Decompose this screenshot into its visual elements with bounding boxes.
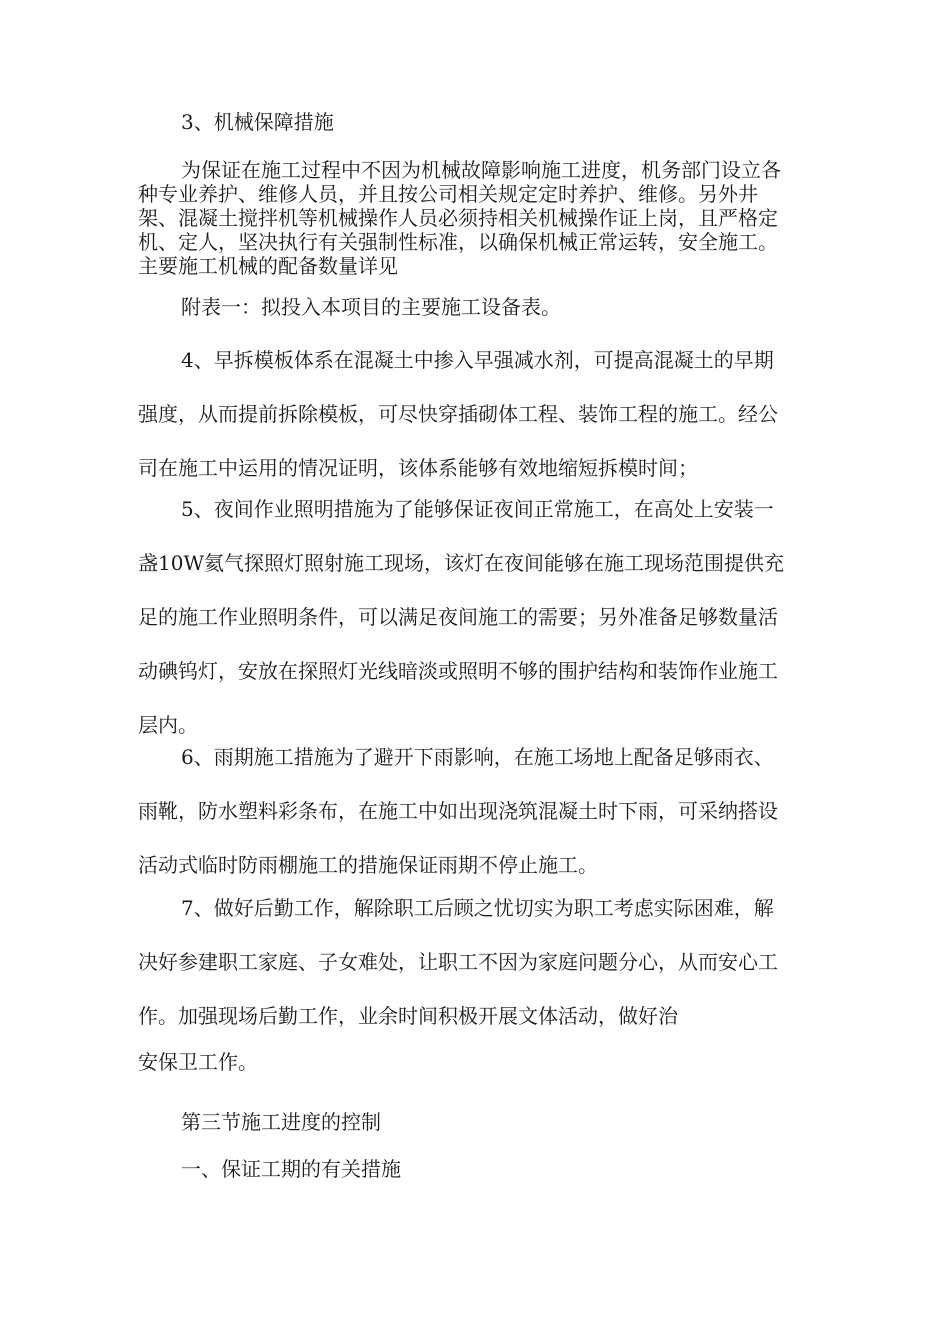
paragraph-rainy-season bbox=[138, 730, 828, 892]
text-line: 层内。 bbox=[138, 713, 198, 737]
text-line: 决好参建职工家庭、子女难处，让职工不因为家庭问题分心，从而安心工 bbox=[138, 950, 778, 974]
paragraph-logistics-tail bbox=[138, 1048, 828, 1076]
subsection-title: 一、保证工期的有关措施 bbox=[181, 1157, 401, 1181]
paragraph-early-formwork bbox=[138, 333, 828, 495]
section-title: 第三节施工进度的控制 bbox=[181, 1110, 381, 1134]
section-heading bbox=[138, 1108, 828, 1136]
text-line: 安保卫工作。 bbox=[138, 1050, 258, 1074]
text-line: 盏10W氦气探照灯照射施工现场，该灯在夜间能够在施工现场范围提供充 bbox=[138, 551, 785, 575]
text-line: 7、做好后勤工作，解除职工后顾之忧切实为职工考虑实际困难，解 bbox=[181, 896, 774, 920]
text-line: 作。加强现场后勤工作，业余时间积极开展文体活动，做好治 bbox=[138, 1004, 678, 1028]
text-line: 机、定人，坚决执行有关强制性标准，以确保机械正常运转，安全施工。 bbox=[138, 230, 778, 254]
text-line: 4、早拆模板体系在混凝土中掺入早强减水剂，可提高混凝土的早期 bbox=[181, 348, 774, 372]
text-line: 5、夜间作业照明措施为了能够保证夜间正常施工，在高处上安装一 bbox=[181, 497, 774, 521]
text-line: 附表一：拟投入本项目的主要施工设备表。 bbox=[181, 295, 561, 319]
text-line: 架、混凝土搅拌机等机械操作人员必须持相关机械操作证上岗，且严格定 bbox=[138, 206, 778, 230]
text-line: 主要施工机械的配备数量详见 bbox=[138, 254, 398, 278]
text-line: 动碘钨灯，安放在探照灯光线暗淡或照明不够的围护结构和装饰作业施工 bbox=[138, 659, 778, 683]
heading-mechanical-measures bbox=[138, 108, 828, 136]
paragraph-mechanical-body bbox=[138, 158, 828, 278]
paragraph-appendix bbox=[138, 293, 828, 321]
text-line: 强度，从而提前拆除模板，可尽快穿插砌体工程、装饰工程的施工。经公 bbox=[138, 402, 778, 426]
subsection-heading bbox=[138, 1155, 828, 1183]
text-line: 为保证在施工过程中不因为机械故障影响施工进度，机务部门设立各 bbox=[181, 158, 781, 182]
text-line: 司在施工中运用的情况证明，该体系能够有效地缩短拆模时间； bbox=[138, 456, 698, 480]
paragraph-logistics bbox=[138, 881, 828, 1043]
heading-text: 3、机械保障措施 bbox=[181, 110, 334, 134]
text-line: 6、雨期施工措施为了避开下雨影响，在施工场地上配备足够雨衣、 bbox=[181, 745, 774, 769]
text-line: 活动式临时防雨棚施工的措施保证雨期不停止施工。 bbox=[138, 853, 598, 877]
text-line: 种专业养护、维修人员，并且按公司相关规定定时养护、维修。另外井 bbox=[138, 182, 758, 206]
paragraph-night-lighting bbox=[138, 482, 828, 752]
text-line: 足的施工作业照明条件，可以满足夜间施工的需要；另外准备足够数量活 bbox=[138, 605, 778, 629]
text-line: 雨靴，防水塑料彩条布，在施工中如出现浇筑混凝土时下雨，可采纳搭设 bbox=[138, 799, 778, 823]
